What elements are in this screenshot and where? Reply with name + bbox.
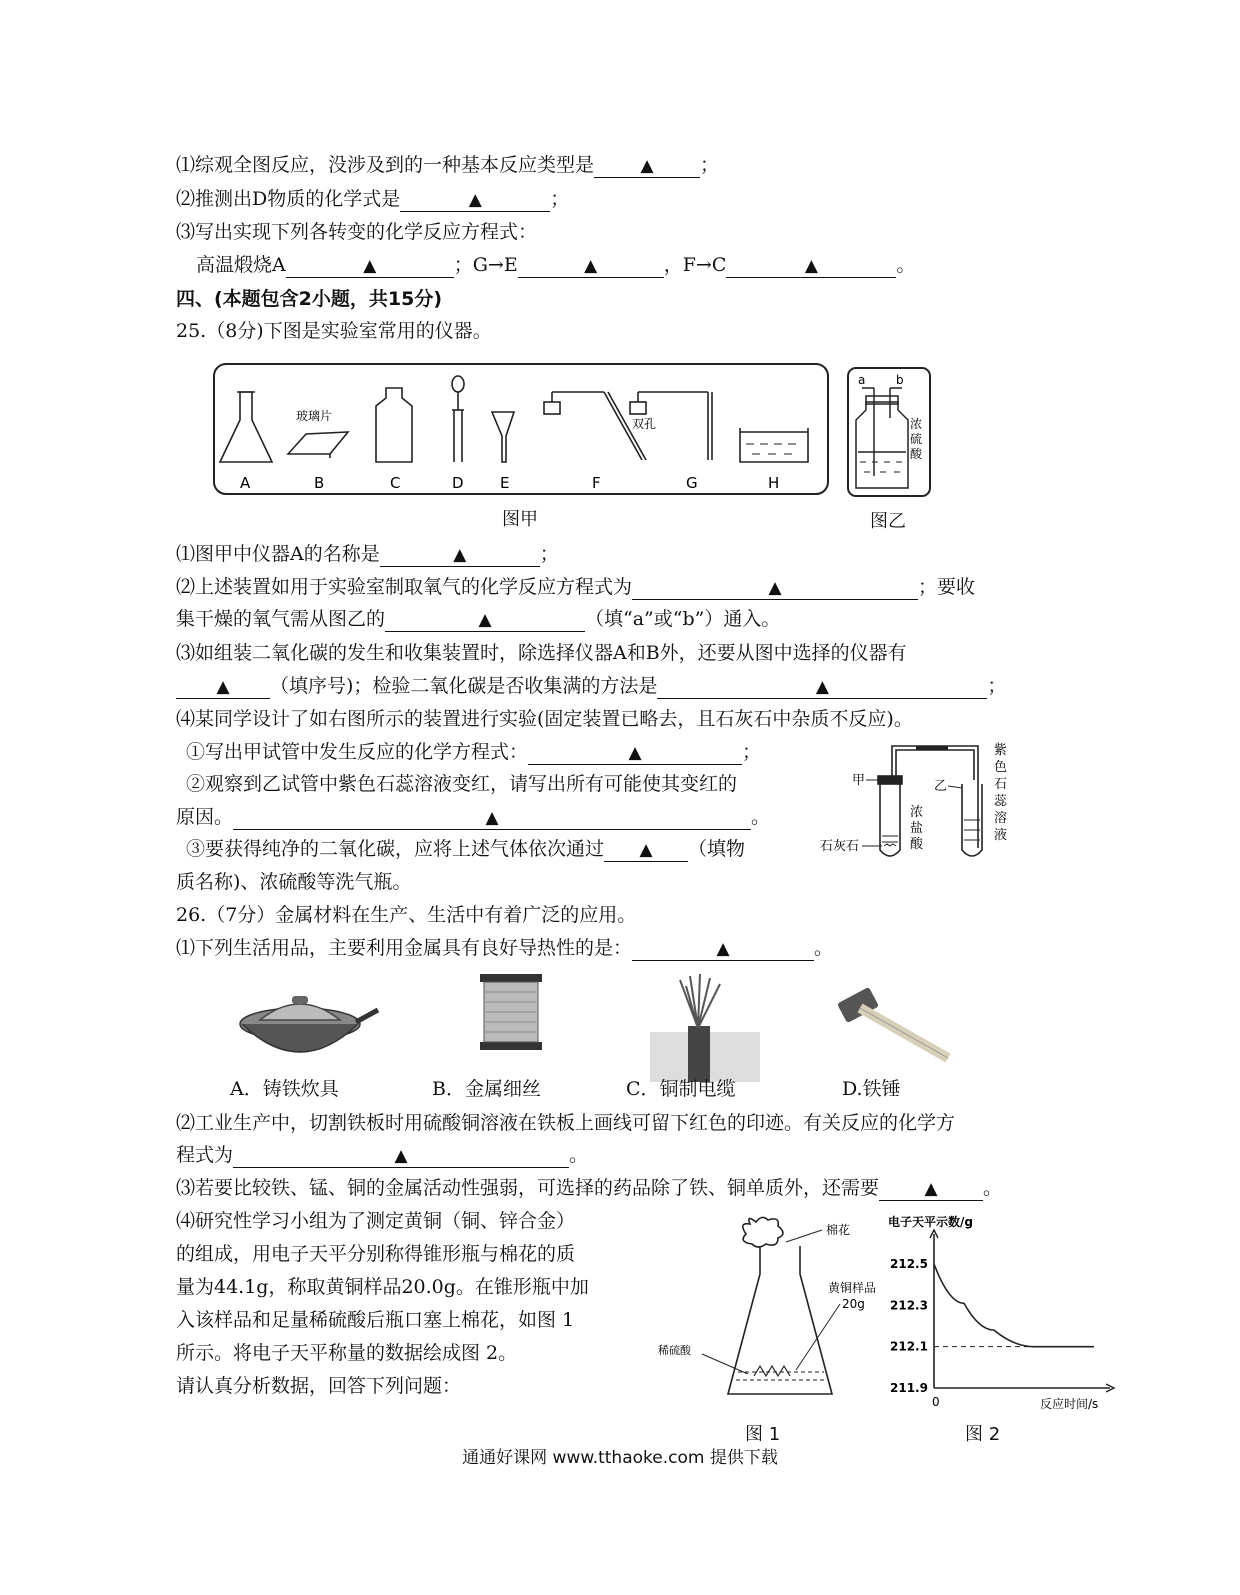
q25-part4-3: ③要获得纯净的二氧化碳，应将上述气体依次通过 ▲ （填物 <box>186 838 746 860</box>
q25-part4-2-answer: 原因。 ▲ 。 <box>176 806 771 828</box>
instrument-letter: C <box>390 474 401 492</box>
answer-blank[interactable]: ▲ <box>385 609 585 632</box>
q26-part4-line: 的组成，用电子天平分别称得锥形瓶与棉花的质 <box>176 1243 576 1265</box>
q26-stem: 26.（7分）金属材料在生产、生活中有着广泛的应用。 <box>176 904 637 926</box>
figure1-caption: 图 1 <box>745 1424 781 1445</box>
section-4-title: 四、(本题包含2小题，共15分) <box>176 288 443 310</box>
q26-part4-line: 请认真分析数据，回答下列问题： <box>176 1375 462 1397</box>
answer-blank[interactable]: ▲ <box>286 255 454 278</box>
answer-blank[interactable]: ▲ <box>879 1178 983 1201</box>
product-option-b: B．金属细丝 <box>432 1078 541 1100</box>
q25-part3-line2: ▲ （填序号)；检验二氧化碳是否收集满的方法是 ▲ ； <box>176 673 1006 699</box>
litmus-label: 色 <box>994 760 1008 775</box>
gas-bottle-icon <box>376 388 412 462</box>
chart-axes <box>930 1230 1114 1392</box>
y-tick-label: 212.3 <box>890 1298 928 1313</box>
y-tick-label: 212.5 <box>890 1257 928 1271</box>
port-a-label: a <box>858 373 866 387</box>
figure2-mass-time-chart <box>884 1214 1120 1414</box>
q26-part4-line: 所示。将电子天平称量的数据绘成图 2。 <box>176 1342 518 1364</box>
answer-blank[interactable]: ▲ <box>400 189 550 212</box>
q25-part4-3-line2: 质名称)、浓硫酸等洗气瓶。 <box>176 871 412 893</box>
q25-stem: 25.（8分)下图是实验室常用的仪器。 <box>176 320 492 342</box>
figure-jia-caption: 图甲 <box>502 509 538 530</box>
hcl-label: 浓 <box>910 805 924 820</box>
y-tick-label: 212.1 <box>890 1339 928 1354</box>
q24-part3: ⑶写出实现下列各转变的化学反应方程式： <box>176 221 538 243</box>
yi-liquid-label: 浓 <box>910 417 923 431</box>
double-hole-label: 双孔 <box>632 417 657 431</box>
litmus-label: 蕊 <box>994 794 1008 809</box>
q25-part4-2: ②观察到乙试管中紫色石蕊溶液变红，请写出所有可能使其变红的 <box>186 773 738 795</box>
answer-blank[interactable]: ▲ <box>233 1145 569 1168</box>
figure2-caption: 图 2 <box>965 1424 1001 1445</box>
dropper-icon <box>452 376 464 462</box>
instrument-letter: F <box>592 474 601 492</box>
q25-part3: ⑶如组装二氧化碳的发生和收集装置时，除选择仪器A和B外，还要从图中选择的仪器有 <box>176 642 907 664</box>
q26-part4-line: 入该样品和足量稀硫酸后瓶口塞上棉花，如图 1 <box>176 1309 575 1331</box>
cotton-label: 棉花 <box>826 1223 851 1237</box>
answer-blank[interactable]: ▲ <box>632 938 814 961</box>
chart-ylabel: 电子天平示数/g <box>888 1215 973 1229</box>
iron-hammer-icon <box>836 980 960 1064</box>
answer-blank[interactable]: ▲ <box>518 255 664 278</box>
footer: 通通好课网 www.tthaoke.com 提供下载 <box>462 1448 778 1468</box>
tube-yi-label: 乙 <box>934 779 948 794</box>
instrument-letter: D <box>452 474 464 492</box>
acid-label: 稀硫酸 <box>658 1344 691 1357</box>
q26-part1: ⑴下列生活用品，主要利用金属具有良好导热性的是： ▲ 。 <box>176 937 834 959</box>
test-tube-apparatus <box>818 740 1028 868</box>
glass-slide-label: 玻璃片 <box>296 409 333 423</box>
sample-mass-label: 20g <box>842 1297 865 1311</box>
product-option-d: D.铁锤 <box>842 1078 901 1100</box>
answer-blank[interactable]: ▲ <box>176 676 270 699</box>
q25-part1: ⑴图甲中仪器A的名称是 ▲ ； <box>176 543 559 565</box>
q25-part4: ⑷某同学设计了如右图所示的装置进行实验(固定装置已略去，且石灰石中杂质不反应)。 <box>176 708 913 730</box>
instrument-letter: G <box>686 474 698 492</box>
q24-part2: ⑵推测出D物质的化学式是 ▲ ； <box>176 188 570 210</box>
figure-yi-caption: 图乙 <box>870 511 906 532</box>
q26-part3: ⑶若要比较铁、锰、铜的金属活动性强弱，可选择的药品除了铁、铜单质外，还需要 ▲ 。 <box>176 1177 1003 1199</box>
figure-yi-washing-bottle <box>846 366 932 498</box>
q26-part4-line: 量为44.1g，称取黄铜样品20.0g。在锥形瓶中加 <box>176 1276 589 1298</box>
flask-a-icon <box>220 392 272 462</box>
instrument-letter: H <box>768 474 780 492</box>
glass-slide-icon <box>288 432 348 458</box>
limestone-label: 石灰石 <box>820 839 860 854</box>
chart-xlabel: 反应时间/s <box>1040 1397 1099 1411</box>
figure-jia-instruments <box>212 362 832 498</box>
q26-part2-answer: 程式为 ▲ 。 <box>176 1144 589 1166</box>
q24-part1: ⑴综观全图反应，没涉及到的一种基本反应类型是 ▲ ； <box>176 154 720 176</box>
port-b-label: b <box>896 373 904 387</box>
instrument-letter: A <box>240 474 251 492</box>
hcl-label: 酸 <box>910 837 924 852</box>
q25-part4-1: ①写出甲试管中发生反应的化学方程式： ▲ ； <box>186 741 762 763</box>
answer-blank[interactable]: ▲ <box>604 839 688 862</box>
q25-part2b: 集干燥的氧气需从图乙的 ▲ （填“a”或“b”）通入。 <box>176 608 781 630</box>
y-tick-label: 211.9 <box>890 1381 928 1395</box>
yi-liquid-label: 酸 <box>910 447 923 461</box>
cast-iron-wok-icon <box>236 980 386 1060</box>
litmus-label: 石 <box>994 777 1008 792</box>
chart-origin-label: 0 <box>932 1395 940 1409</box>
litmus-label: 溶 <box>994 811 1008 826</box>
answer-blank[interactable]: ▲ <box>657 676 987 699</box>
answer-blank[interactable]: ▲ <box>380 544 540 567</box>
answer-blank[interactable]: ▲ <box>594 155 700 178</box>
product-option-a: A．铸铁炊具 <box>230 1078 339 1100</box>
hcl-label: 盐 <box>910 821 924 836</box>
water-trough-icon <box>740 428 808 462</box>
instrument-letter: B <box>314 474 325 492</box>
tube-jia-label: 甲 <box>852 773 866 788</box>
funnel-icon <box>492 412 514 462</box>
litmus-label: 液 <box>994 828 1008 843</box>
q26-part4-line: ⑷研究性学习小组为了测定黄铜（铜、锌合金） <box>176 1210 576 1232</box>
q24-equations: 高温煅烧A ▲ ；G→E ▲ ，F→C ▲ 。 <box>196 254 916 276</box>
sample-label: 黄铜样品 <box>828 1281 877 1295</box>
q25-part2: ⑵上述装置如用于实验室制取氧气的化学反应方程式为 ▲ ；要收 <box>176 576 976 598</box>
wire-spool-icon <box>474 968 548 1056</box>
q26-part2: ⑵工业生产中，切割铁板时用硫酸铜溶液在铁板上画线可留下红色的印迹。有关反应的化学方 <box>176 1112 956 1134</box>
instrument-letter: E <box>500 474 510 492</box>
answer-blank[interactable]: ▲ <box>233 807 751 830</box>
mass-curve-series <box>934 1264 1094 1347</box>
product-option-c: C．铜制电缆 <box>626 1078 736 1100</box>
answer-blank[interactable]: ▲ <box>632 577 918 600</box>
figure1-flask-apparatus <box>656 1212 886 1412</box>
answer-blank[interactable]: ▲ <box>528 742 742 765</box>
answer-blank[interactable]: ▲ <box>726 255 896 278</box>
copper-cable-icon <box>650 972 760 1082</box>
yi-liquid-label: 硫 <box>910 432 923 446</box>
litmus-label: 紫 <box>994 743 1008 758</box>
